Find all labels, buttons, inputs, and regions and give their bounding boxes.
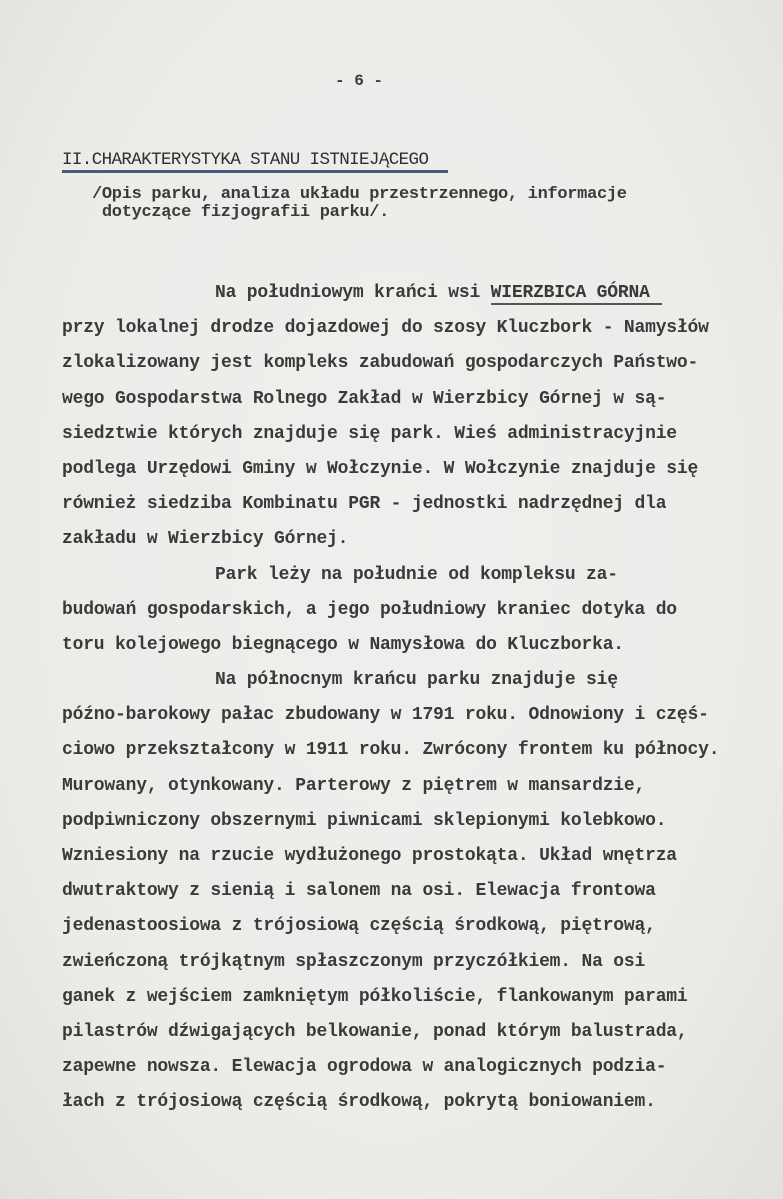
text-line: dwutraktowy z sienią i salonem na osi. Elewacja frontowa (62, 881, 656, 902)
text-line: zwieńczoną trójkątnym spłaszczonym przyczółkiem. Na osi (62, 951, 646, 972)
text-line: toru kolejowego biegnącego w Namysłowa do Kluczborka. (62, 634, 624, 655)
text-line: łach z trójosiową częścią środkową, pokrytą boniowaniem. (62, 1092, 656, 1113)
text-line: późno-barokowy pałac zbudowany w 1791 roku. Odnowiony i częś- (62, 705, 709, 726)
text-line: ciowo przekształcony w 1911 roku. Zwrócony frontem ku północy. (62, 740, 720, 761)
text-line: jedenastoosiowa z trójosiową częścią środkową, piętrową, (62, 916, 656, 937)
text-line: Murowany, otynkowany. Parterowy z piętrem w mansardzie, (62, 775, 646, 796)
section-subtitle (92, 186, 627, 222)
text-line: siedztwie których znajduje się park. Wieś administracyjnie (62, 423, 677, 444)
text-line: zapewne nowsza. Elewacja ogrodowa w analogicznych podzia- (62, 1057, 667, 1078)
village-name: WIERZBICA GÓRNA (491, 283, 662, 305)
paragraph-first-line: Park leży na południe od kompleksu za- (215, 564, 618, 585)
text-line: zlokalizowany jest kompleks zabudowań gospodarczych Państwo- (62, 353, 699, 374)
text-line: wego Gospodarstwa Rolnego Zakład w Wierzbicy Górnej w są- (62, 388, 667, 409)
text-line: podlega Urzędowi Gminy w Wołczynie. W Wołczynie znajduje się (62, 458, 699, 479)
text-line: budowań gospodarskich, a jego południowy kraniec dotyka do (62, 599, 677, 620)
subtitle-line: dotyczące fizjografii parku/. (92, 203, 390, 222)
text-line: również siedziba Kombinatu PGR - jednostki nadrzędnej dla (62, 494, 667, 515)
text-line: Wzniesiony na rzucie wydłużonego prostokąta. Układ wnętrza (62, 846, 677, 866)
text-line: zakładu w Wierzbicy Górnej. (62, 529, 349, 550)
paragraph-first-line (62, 276, 719, 311)
body-text (62, 276, 719, 1121)
text-line: pilastrów dźwigających belkowanie, ponad którym balustrada, (62, 1021, 688, 1042)
page-number: - 6 - (335, 72, 384, 90)
section-heading: II.CHARAKTERYSTYKA STANU ISTNIEJĄCEGO (62, 150, 448, 173)
text-line: przy lokalnej drodze dojazdowej do szosy Kluczbork - Namysłów (62, 318, 709, 339)
text: Na południowym krańci wsi (215, 283, 491, 303)
text-line: ganek z wejściem zamkniętym półkoliście, flankowanym parami (62, 986, 688, 1007)
paragraph-first-line: Na północnym krańcu parku znajduje się (215, 670, 618, 691)
subtitle-line: /Opis parku, analiza układu przestrzennego, informacje (92, 185, 627, 204)
text-line: podpiwniczony obszernymi piwnicami sklepionymi kolebkowo. (62, 810, 667, 831)
